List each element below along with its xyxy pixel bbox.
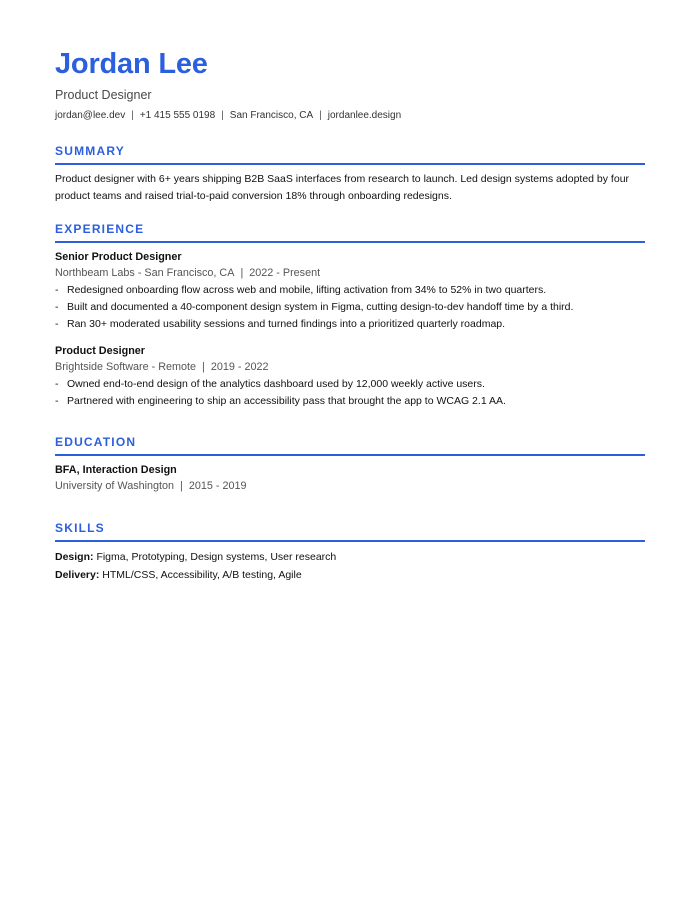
job-meta — [55, 265, 645, 281]
contact-website[interactable]: jordanlee.design — [327, 110, 402, 121]
bullet-text: Redesigned onboarding flow across web and mobile, lifting activation from 34% to 52% in two quarters. — [67, 284, 547, 296]
bullet-marker: - — [55, 395, 59, 407]
bullet-text: Ran 30+ moderated usability sessions and turned findings into a prioritized quarterly roadmap. — [67, 318, 506, 330]
section-title-education: EDUCATION — [55, 434, 645, 456]
contact-separator: | — [221, 110, 224, 121]
job-bullets — [55, 282, 645, 333]
education-section — [55, 434, 645, 494]
education-dates: 2015 - 2019 — [188, 480, 247, 492]
bullet-item — [55, 282, 645, 299]
skill-label: Delivery: — [55, 569, 100, 581]
job-meta — [55, 359, 645, 375]
education-school: University of Washington — [55, 480, 175, 492]
section-title-summary: SUMMARY — [55, 143, 645, 165]
skill-value: HTML/CSS, Accessibility, A/B testing, Agile — [102, 569, 302, 581]
summary-text: Product designer with 6+ years shipping B2B SaaS interfaces from research to launch. Led design systems adopted by four product teams and raised trial-to-paid conversion 18% through onboarding redesigns. — [55, 173, 630, 202]
job-entry — [55, 343, 645, 410]
bullet-item — [55, 376, 645, 393]
education-degree: BFA, Interaction Design — [55, 464, 177, 476]
contact-location: San Francisco, CA — [229, 110, 314, 121]
skill-row-design — [55, 548, 645, 566]
section-title-experience: EXPERIENCE — [55, 221, 645, 243]
experience-section — [55, 221, 645, 410]
job-dates: 2022 - Present — [249, 267, 321, 279]
job-title: Product Designer — [55, 345, 145, 357]
bullet-marker: - — [55, 318, 59, 330]
contact-separator: | — [319, 110, 322, 121]
contact-line — [55, 109, 645, 123]
skill-value: Figma, Prototyping, Design systems, User research — [96, 551, 337, 563]
bullet-text: Owned end-to-end design of the analytics dashboard used by 12,000 weekly active users. — [67, 378, 485, 390]
bullet-marker: - — [55, 378, 59, 390]
candidate-role: Product Designer — [55, 88, 152, 102]
bullet-marker: - — [55, 284, 59, 296]
skill-row-delivery — [55, 566, 645, 584]
job-dates: 2019 - 2022 — [210, 361, 269, 373]
contact-email[interactable]: jordan@lee.dev — [55, 110, 126, 121]
bullet-item — [55, 393, 645, 410]
section-title-skills: SKILLS — [55, 520, 645, 542]
skill-label: Design: — [55, 551, 94, 563]
candidate-name: Jordan Lee — [55, 48, 208, 80]
job-title: Senior Product Designer — [55, 251, 182, 263]
summary-section — [55, 143, 645, 204]
meta-separator: | — [202, 361, 205, 373]
education-meta — [55, 478, 645, 494]
job-bullets — [55, 376, 645, 410]
job-entry — [55, 249, 645, 333]
bullet-text: Partnered with engineering to ship an accessibility pass that brought the app to WCAG 2.1 AA. — [67, 395, 506, 407]
meta-separator: | — [180, 480, 183, 492]
job-company: Brightside Software - Remote — [55, 361, 197, 373]
meta-separator: | — [240, 267, 244, 279]
contact-separator: | — [131, 110, 134, 121]
bullet-marker: - — [55, 301, 59, 313]
bullet-text: Built and documented a 40-component design system in Figma, cutting design-to-dev handoff time by a third. — [67, 301, 574, 313]
contact-phone[interactable]: +1 415 555 0198 — [139, 110, 216, 121]
job-company: Northbeam Labs - San Francisco, CA — [55, 267, 235, 279]
resume-header — [55, 46, 645, 123]
bullet-item — [55, 299, 645, 316]
skills-section — [55, 520, 645, 584]
bullet-item — [55, 316, 645, 333]
